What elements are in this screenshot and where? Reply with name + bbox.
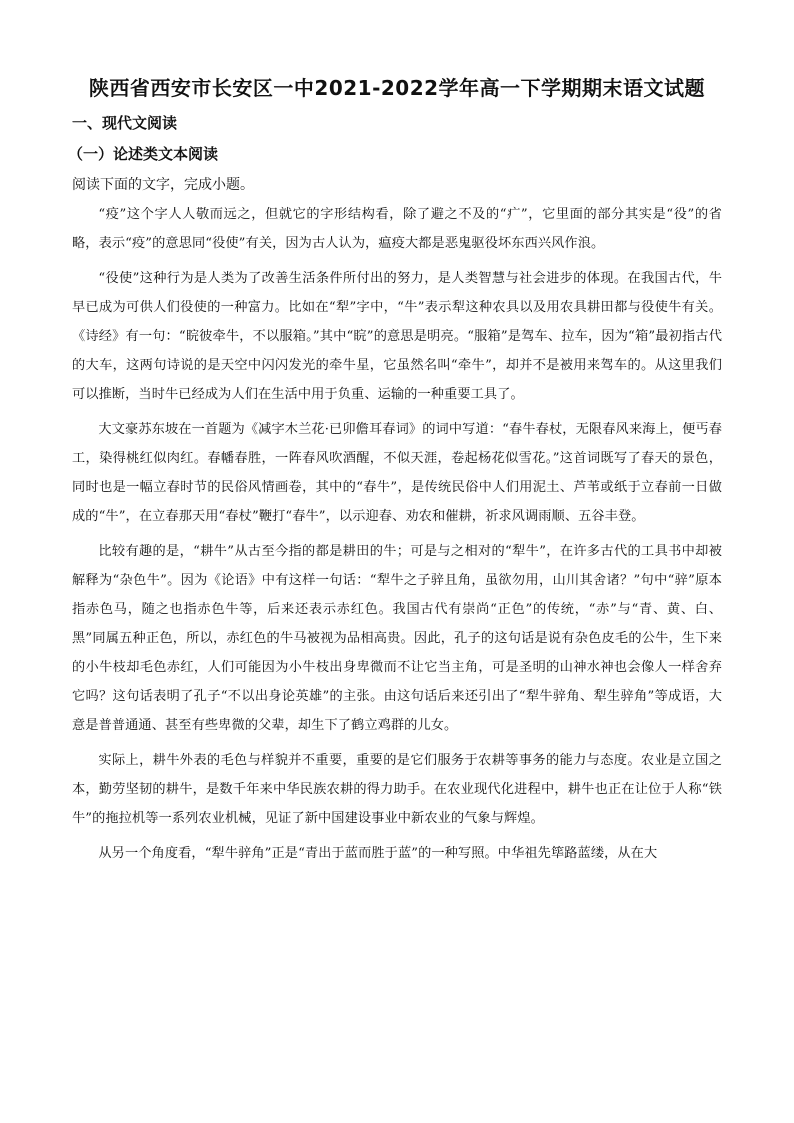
paragraph-1: “疫”这个字人人敬而远之，但就它的字形结构看，除了避之不及的“疒”，它里面的部分其实是“役”的省略，表示“疫”的意思同“役使”有关，因为古人认为，瘟疫大都是恶鬼驱役坏东西兴风作浪。 [72, 207, 722, 251]
document-title: 陕西省西安市长安区一中2021-2022学年高一下学期期末语文试题 [88, 76, 706, 100]
paragraph-4: 比较有趣的是，“耕牛”从古至今指的都是耕田的牛；可是与之相对的“犁牛”，在许多古代的工具书中却被解释为“杂色牛”。因为《论语》中有这样一句话：“犁牛之子骍且角，虽欲勿用，山川其舍诸？”句中“骍”原本指赤色马，随之也指赤色牛等，后来还表示赤红色。我国古代有崇尚“正色”的传统，“赤”与“青、黄、白、黑”同属五种正色，所以，赤红色的牛马被视为品相高贵。因此，孔子的这句话是说有杂色皮毛的公牛，生下来的小牛枝却毛色赤红，人们可能因为小牛枝出身卑微而不让它当主角，可是圣明的山神水神也会像人一样舍弃它吗？这句话表明了孔子“不以出身论英雄”的主张。由这句话后来还引出了“犁牛骍角、犁生骍角”等成语，大意是普普通通、甚至有些卑微的父辈，却生下了鹤立鸡群的儿女。 [72, 544, 722, 733]
paragraph-6: 从另一个角度看，“犁牛骍角”正是“青出于蓝而胜于蓝”的一种写照。中华祖先筚路蓝缕，从在大 [98, 846, 658, 861]
article-body [72, 200, 722, 874]
paragraph-2: “役使”这种行为是人类为了改善生活条件所付出的努力，是人类智慧与社会进步的体现。在我国古代，牛早已成为可供人们役使的一种富力。比如在“犁”字中，“牛”表示犁这种农具以及用农具耕田都与役使牛有关。《诗经》有一句：“睆彼牵牛，不以服箱。”其中“睆”的意思是明亮。“服箱”是驾车、拉车，因为“箱”最初指古代的大车，这两句诗说的是天空中闪闪发光的牵牛星，它虽然名叫“牵牛”，却并不是被用来驾车的。从这里我们可以推断，当时牛已经成为人们在生活中用于负重、运输的一种重要工具了。 [72, 271, 722, 402]
subsection-heading: （一）论述类文本阅读 [68, 145, 219, 163]
instruction-text: 阅读下面的文字，完成小题。 [72, 177, 254, 193]
paragraph-5: 实际上，耕牛外表的毛色与样貌并不重要，重要的是它们服务于农耕等事务的能力与态度。农业是立国之本，勤劳坚韧的耕牛，是数千年来中华民族农耕的得力助手。在农业现代化进程中，耕牛也正在让位于人称“铁牛”的拖拉机等一系列农业机械，见证了新中国建设事业中新农业的气象与辉煌。 [72, 753, 722, 826]
section-heading: 一、现代文阅读 [72, 114, 178, 132]
paragraph-3: 大文豪苏东坡在一首题为《减字木兰花·已卯儋耳春词》的词中写道：“春牛春杖，无限春风来海上，便丐春工，染得桃红似肉红。春幡春胜，一阵春风吹酒醒，不似天涯，卷起杨花似雪花。”这首词既写了春天的景色，同时也是一幅立春时节的民俗风情画卷，其中的“春牛”，是传统民俗中人们用泥土、芦苇或纸于立春前一日做成的“牛”，在立春那天用“春杖”鞭打“春牛”，以示迎春、劝农和催耕，祈求风调雨顺、五谷丰登。 [72, 422, 722, 524]
